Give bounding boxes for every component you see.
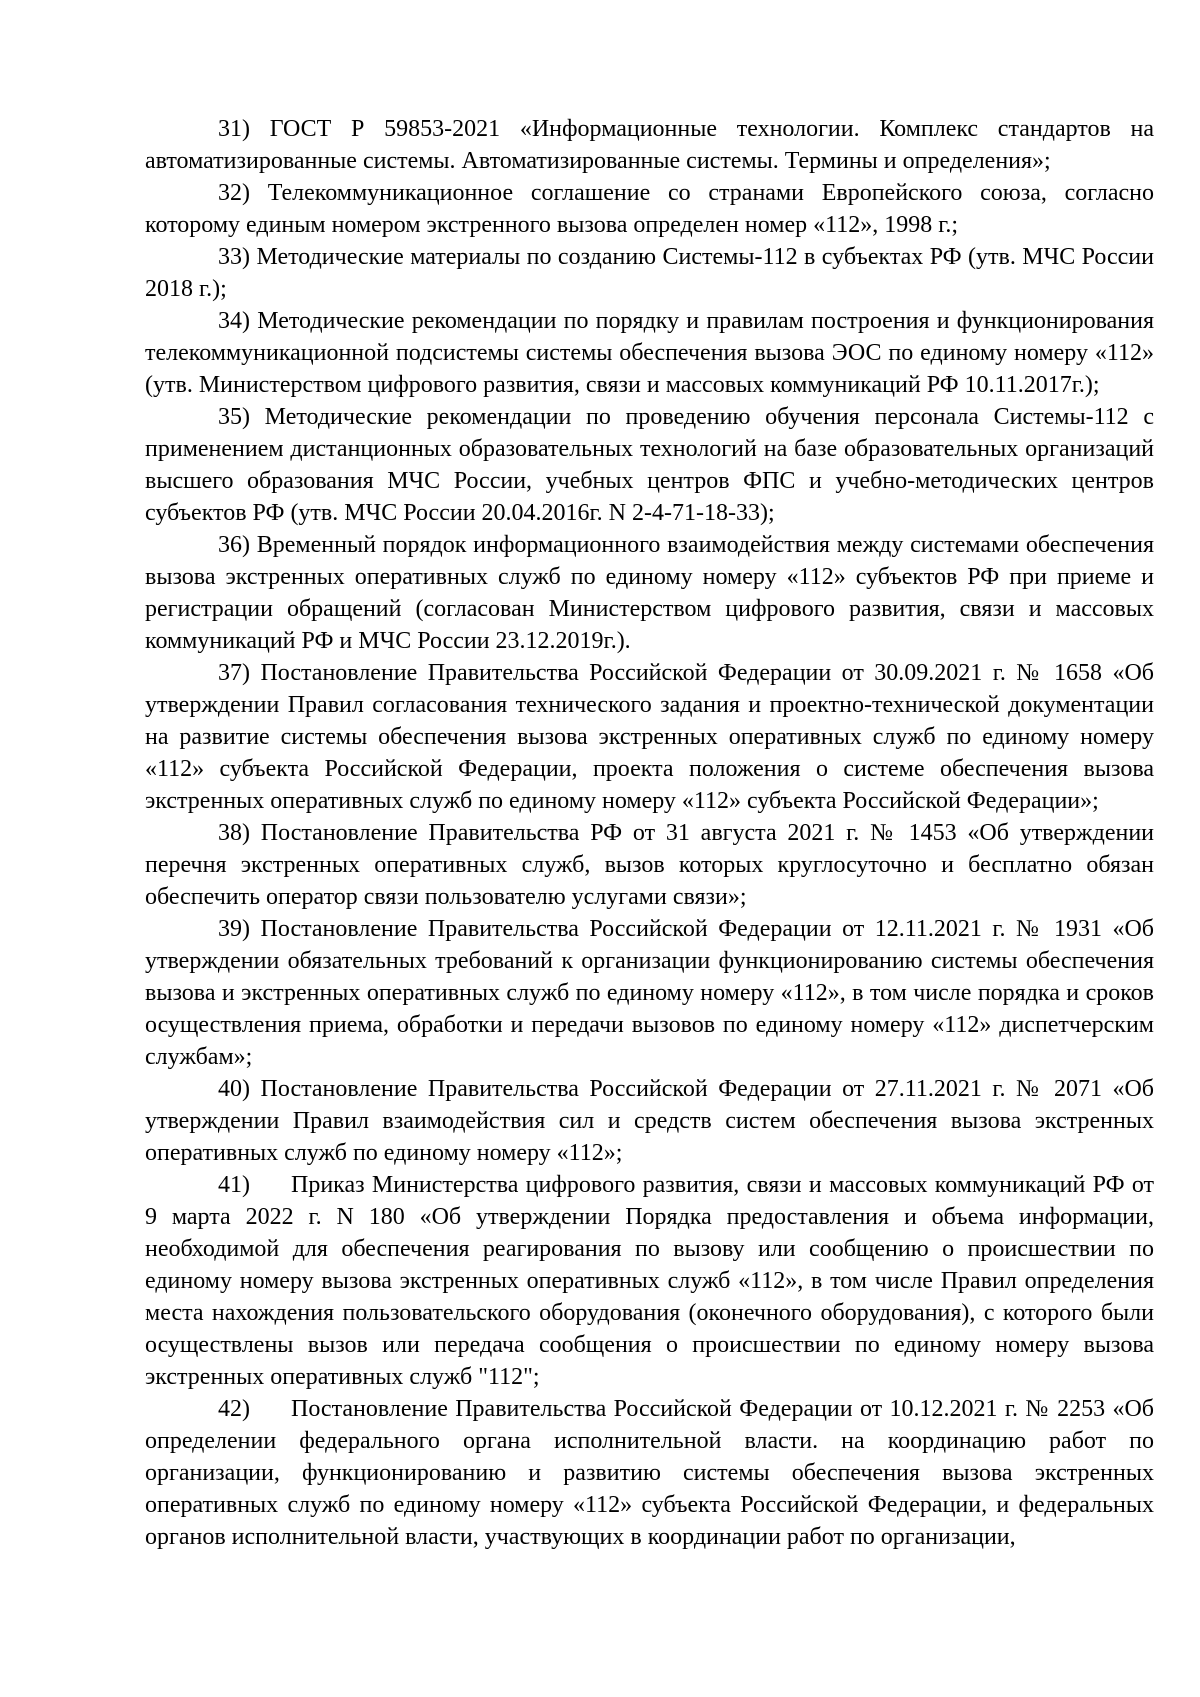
- list-item-38: [145, 817, 1154, 913]
- item-number: 37): [218, 660, 250, 686]
- item-number: 34): [218, 308, 250, 334]
- item-text: Методические рекомендации по порядку и правилам построения и функционирования телекоммуникационной подсистемы системы обеспечения вызова ЭОС по единому номеру «112» (утв. Министерством цифрового развития, связи и массовых коммуникаций РФ 10.11.2017г.);: [145, 308, 1155, 398]
- list-item-31: [145, 113, 1154, 177]
- item-text: Постановление Правительства Российской Федерации от 30.09.2021 г. № 1658 «Об утверждении Правил согласования технического задания и проектно-технической документации на развитие системы обеспечения вызова экстренных оперативных служб по единому номеру «112» субъекта Российской Федерации, проекта положения о системе обеспечения вызова экстренных оперативных служб по единому номеру «112» субъекта Российской Федерации»;: [145, 660, 1155, 814]
- list-item-36: [145, 529, 1154, 657]
- item-number: 33): [218, 244, 250, 270]
- item-number: 39): [218, 916, 250, 942]
- item-number: 31): [218, 116, 250, 142]
- item-text: Постановление Правительства РФ от 31 августа 2021 г. № 1453 «Об утверждении перечня экстренных оперативных служб, вызов которых круглосуточно и бесплатно обязан обеспечить оператор связи пользователю услугами связи»;: [145, 820, 1155, 910]
- item-number: 35): [218, 404, 250, 430]
- item-text: Постановление Правительства Российской Федерации от 10.12.2021 г. № 2253 «Об определении федерального органа исполнительной власти. на координацию работ по организации, функционированию и развитию системы обеспечения вызова экстренных оперативных служб по единому номеру «112» субъекта Российской Федерации, и федеральных органов исполнительной власти, участвующих в координации работ по организации,: [145, 1396, 1154, 1550]
- list-item-33: [145, 241, 1154, 305]
- list-item-39: [145, 913, 1154, 1073]
- list-item-42: [145, 1393, 1154, 1553]
- item-text: Методические материалы по созданию Системы-112 в субъектах РФ (утв. МЧС России 2018 г.);: [145, 244, 1154, 302]
- item-number: 41): [218, 1172, 250, 1198]
- item-number: 32): [218, 180, 250, 206]
- item-text: Постановление Правительства Российской Федерации от 12.11.2021 г. № 1931 «Об утверждении обязательных требований к организации функционированию системы обеспечения вызова и экстренных оперативных служб по единому номеру «112», в том числе порядка и сроков осуществления приема, обработки и передачи вызовов по единому номеру «112» диспетчерским службам»;: [145, 916, 1154, 1070]
- list-item-41: [145, 1169, 1154, 1393]
- list-item-40: [145, 1073, 1154, 1169]
- list-item-35: [145, 401, 1154, 529]
- item-text: Постановление Правительства Российской Федерации от 27.11.2021 г. № 2071 «Об утверждении Правил взаимодействия сил и средств систем обеспечения вызова экстренных оперативных служб по единому номеру «112»;: [145, 1076, 1154, 1166]
- item-text: Временный порядок информационного взаимодействия между системами обеспечения вызова экстренных оперативных служб по единому номеру «112» субъектов РФ при приеме и регистрации обращений (согласован Министерством цифрового развития, связи и массовых коммуникаций РФ и МЧС России 23.12.2019г.).: [145, 532, 1155, 654]
- item-text: Приказ Министерства цифрового развития, связи и массовых коммуникаций РФ от 9 марта 2022 г. N 180 «Об утверждении Порядка предоставления и объема информации, необходимой для обеспечения реагирования по вызову или сообщению о происшествии по единому номеру вызова экстренных оперативных служб «112», в том числе Правил определения места нахождения пользовательского оборудования (оконечного оборудования), с которого были осуществлены вызов или передача сообщения о происшествии по единому номеру вызова экстренных оперативных служб "112";: [145, 1172, 1154, 1390]
- item-text: ГОСТ Р 59853-2021 «Информационные технологии. Комплекс стандартов на автоматизированные системы. Автоматизированные системы. Термины и определения»;: [145, 116, 1155, 174]
- item-number: 42): [218, 1396, 250, 1422]
- item-text: Телекоммуникационное соглашение со странами Европейского союза, согласно которому единым номером экстренного вызова определен номер «112», 1998 г.;: [145, 180, 1155, 238]
- list-item-37: [145, 657, 1154, 817]
- document-body: [145, 113, 1154, 1553]
- item-number: 36): [218, 532, 250, 558]
- item-number: 38): [218, 820, 250, 846]
- list-item-32: [145, 177, 1154, 241]
- list-item-34: [145, 305, 1154, 401]
- item-text: Методические рекомендации по проведению обучения персонала Системы-112 с применением дистанционных образовательных технологий на базе образовательных организаций высшего образования МЧС России, учебных центров ФПС и учебно-методических центров субъектов РФ (утв. МЧС России 20.04.2016г. N 2-4-71-18-33);: [145, 404, 1154, 526]
- item-number: 40): [218, 1076, 250, 1102]
